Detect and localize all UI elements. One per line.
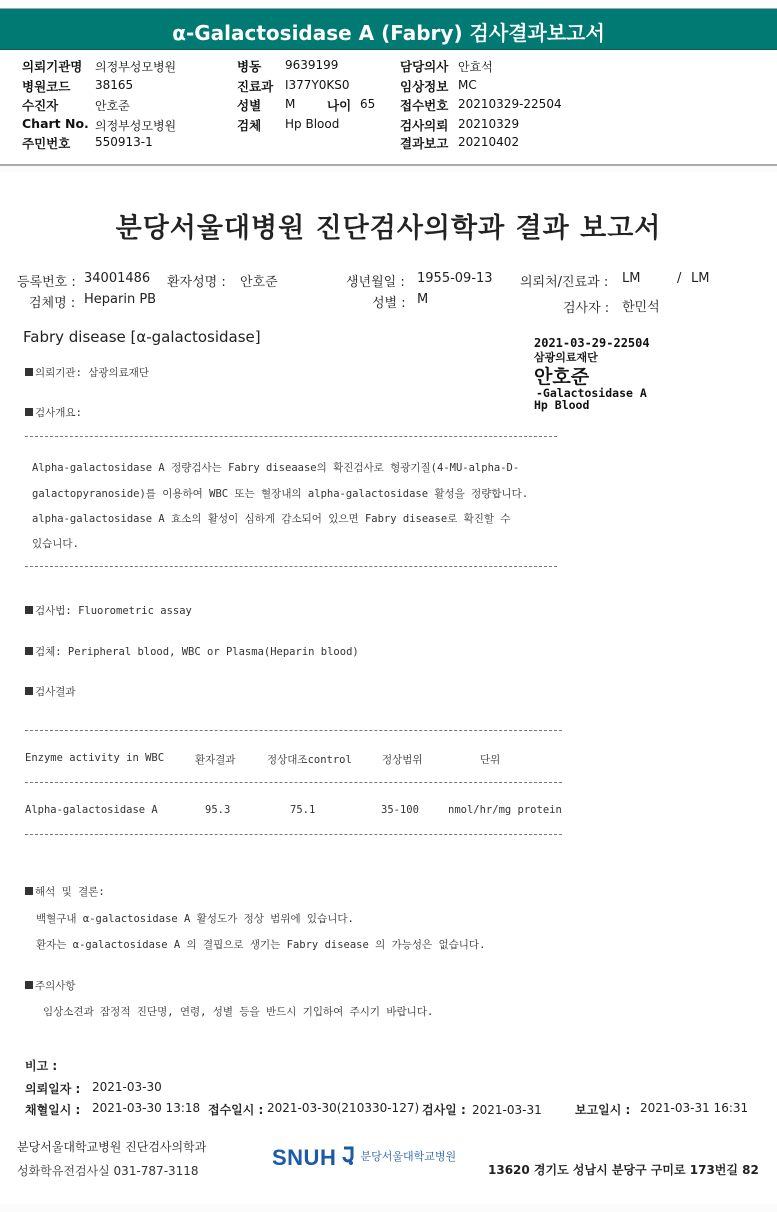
stamp-line-4: -Galactosidase A (536, 386, 647, 400)
bullet-square-icon (25, 647, 33, 655)
bullet-square-icon (25, 606, 33, 614)
overview-line: galactopyranoside)를 이용하여 WBC 또는 혈장내의 alpha-galactosidase 활성을 정량합니다. (32, 488, 529, 500)
institution-line: 의뢰기관: 삼광의료재단 (25, 365, 149, 380)
table-cell: 75.1 (290, 804, 316, 816)
info-label: 검사의뢰 (400, 118, 449, 133)
request-date-label: 의뢰일자 : (25, 1082, 81, 1096)
age-value: 65 (360, 97, 376, 111)
dashed-rule (25, 834, 562, 835)
info-value: 의정부성모병원 (95, 60, 177, 74)
draw-date-label: 채혈일시 : (25, 1103, 81, 1117)
overview-line: alpha-galactosidase A 효소의 활성이 심하게 감소되어 있으면 Fabry disease로 확진할 수 (32, 513, 511, 525)
info-value: I377Y0KS0 (285, 78, 350, 92)
caution-line: 임상소견과 잠정적 진단명, 연령, 성별 등을 반드시 기입하여 주시기 바랍니다. (43, 1006, 434, 1018)
report-header-title: α-Galactosidase A (Fabry) 검사결과보고서 (172, 21, 605, 45)
overview-line: Alpha-galactosidase A 정량검사는 Fabry diseaase의 확진검사로 형광기질(4-MU-alpha-D- (32, 462, 520, 474)
table-cell: 95.3 (205, 804, 231, 816)
dashed-rule (25, 782, 562, 783)
specimen-stamp (517, 330, 697, 416)
dashed-rule (25, 730, 562, 731)
report-title-bar (0, 8, 777, 50)
info-value: Hp Blood (285, 117, 340, 131)
specimen-value: Heparin PB (84, 292, 157, 307)
sex-value: M (417, 292, 429, 307)
info-label: 임상정보 (400, 79, 449, 94)
overview-line: 있습니다. (32, 538, 79, 550)
info-label: 병동 (237, 59, 262, 74)
dob-label: 생년월일 : (346, 275, 405, 290)
bullet-square-icon (25, 687, 33, 695)
info-value: 의정부성모병원 (95, 119, 177, 133)
info-value: 9639199 (285, 58, 339, 72)
test-name: Fabry disease [α-galactosidase] (23, 328, 261, 346)
hospital-logo (272, 1145, 456, 1171)
examiner-value: 한민석 (622, 300, 660, 315)
bullet-square-icon (25, 887, 33, 895)
table-header: 정상대조control (267, 754, 352, 766)
stamp-line-2: 삼광의료재단 (534, 351, 598, 364)
info-value: 38165 (95, 78, 134, 92)
info-label: 주민번호 (22, 136, 71, 151)
info-value: 550913-1 (95, 135, 153, 149)
bullet-square-icon (25, 981, 33, 989)
dashed-rule (25, 436, 557, 437)
info-label: 의뢰기관명 (22, 59, 83, 74)
footer-address: 13620 경기도 성남시 분당구 구미로 173번길 82 (488, 1163, 759, 1177)
interpretation-line: 백혈구내 α-galactosidase A 활성도가 정상 범위에 있습니다. (36, 913, 354, 925)
table-header: 정상범위 (382, 754, 423, 766)
info-label: 성별 (237, 98, 262, 113)
table-cell: nmol/hr/mg protein (448, 804, 562, 816)
stamp-line-5: Hp Blood (534, 398, 590, 412)
overview-title: 검사개요: (25, 405, 82, 420)
registration-value: 34001486 (84, 271, 151, 286)
bullet-square-icon (25, 368, 33, 376)
draw-date-value: 2021-03-30 13:18 (92, 1101, 201, 1115)
dept-value-1: LM (622, 271, 641, 286)
footer-phone: 성화학유전검사실 031-787-3118 (17, 1164, 199, 1178)
logo-mark-icon (341, 1146, 355, 1166)
info-value: 20210329 (458, 117, 520, 131)
info-value: MC (458, 78, 477, 92)
table-header: 단위 (480, 754, 501, 766)
dept-value-2: LM (691, 271, 710, 286)
info-label: 검체 (237, 118, 262, 133)
test-date-label: 검사일 : (422, 1103, 466, 1117)
age-label: 나이 (327, 98, 352, 113)
info-label: Chart No. (22, 116, 89, 131)
stamp-line-1: 2021-03-29-22504 (534, 336, 650, 350)
dept-separator: / (677, 271, 682, 286)
request-date-value: 2021-03-30 (92, 1080, 162, 1094)
info-label: 접수번호 (400, 98, 449, 113)
registration-label: 등록번호 : (17, 275, 76, 290)
interpretation-title: 해석 및 결론: (25, 884, 105, 899)
result-title: 검사결과 (25, 684, 76, 699)
sex-label: 성별 : (372, 296, 406, 311)
dob-value: 1955-09-13 (417, 271, 493, 286)
info-label: 수진자 (22, 98, 59, 113)
document-page (0, 172, 777, 1204)
specimen-line: 검체: Peripheral blood, WBC or Plasma(Heparin blood) (25, 644, 359, 659)
patient-name-value: 안호준 (240, 275, 278, 290)
info-value: 안호준 (95, 99, 130, 113)
table-cell: 35-100 (381, 804, 419, 816)
stamp-line-3: 안호준 (534, 366, 590, 388)
footer-department: 분당서울대학교병원 진단검사의학과 (17, 1140, 207, 1154)
note-label: 비고 : (25, 1059, 58, 1073)
document-title: 분당서울대병원 진단검사의학과 결과 보고서 (115, 213, 662, 244)
table-header: Enzyme activity in WBC (25, 752, 165, 764)
info-label: 결과보고 (400, 136, 449, 151)
info-label: 담당의사 (400, 59, 449, 74)
specimen-label: 검체명 : (29, 296, 76, 311)
test-date-value: 2021-03-31 (472, 1103, 542, 1117)
table-header: 환자결과 (195, 754, 236, 766)
logo-text: SNUH (272, 1145, 337, 1170)
bullet-square-icon (25, 408, 33, 416)
info-value: M (285, 97, 296, 111)
info-label: 진료과 (237, 79, 274, 94)
receipt-date-value: 2021-03-30(210330-127) (267, 1101, 420, 1115)
info-value: 20210402 (458, 135, 520, 149)
logo-korean: 분당서울대학교병원 (360, 1150, 457, 1163)
report-date-label: 보고일시 : (575, 1103, 631, 1117)
info-value: 안효석 (458, 60, 493, 74)
dept-label: 의뢰처/진료과 : (520, 275, 609, 290)
caution-title: 주의사항 (25, 978, 76, 993)
table-cell: Alpha-galactosidase A (25, 804, 158, 816)
dashed-rule (25, 566, 557, 567)
examiner-label: 검사자 : (563, 301, 610, 316)
report-date-value: 2021-03-31 16:31 (640, 1101, 749, 1115)
receipt-date-label: 접수일시 : (208, 1103, 264, 1117)
info-value: 20210329-22504 (458, 97, 562, 111)
interpretation-line: 환자는 α-galactosidase A 의 결핍으로 생기는 Fabry disease 의 가능성은 없습니다. (36, 939, 486, 951)
patient-name-label: 환자성명 : (167, 275, 226, 290)
info-label: 병원코드 (22, 79, 71, 94)
method-line: 검사법: Fluorometric assay (25, 603, 192, 618)
